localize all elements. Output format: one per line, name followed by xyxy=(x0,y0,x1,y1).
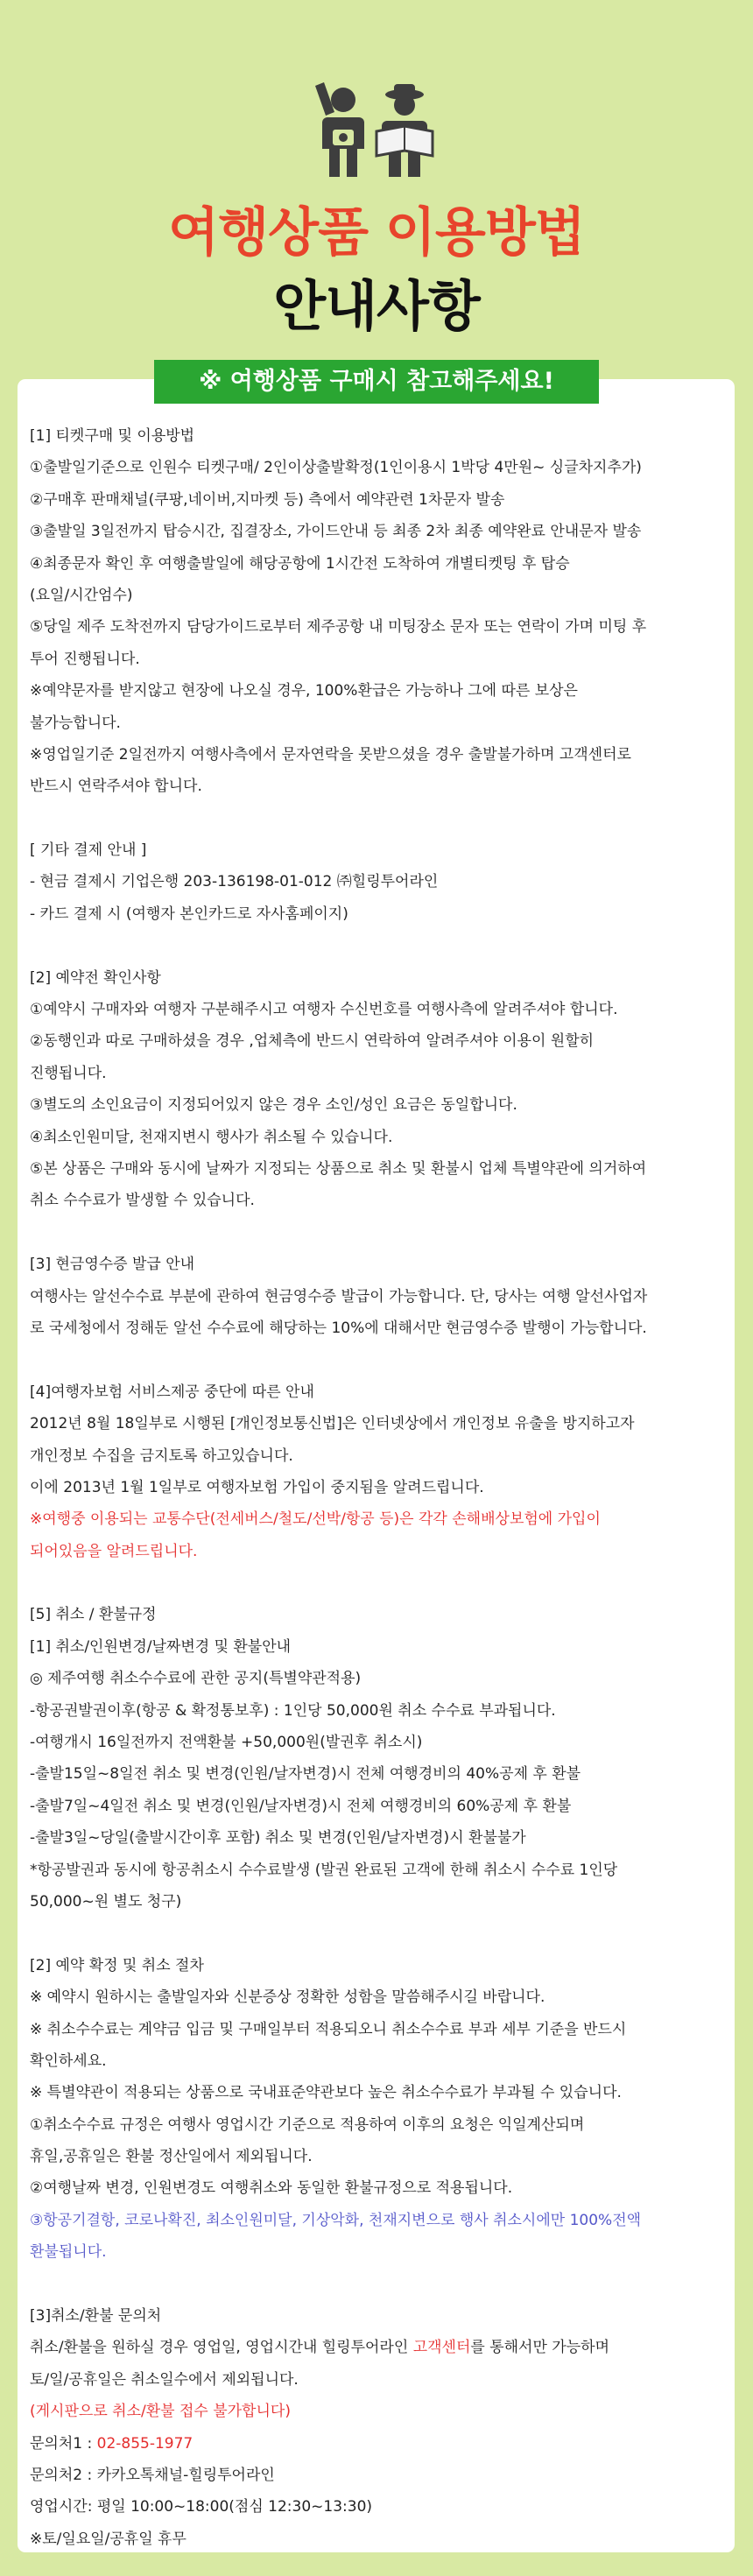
notice-text: 되어있음을 알려드립니다. xyxy=(30,1542,198,1560)
notice-text: *항공발권과 동시에 항공취소시 수수료발생 (발권 완료된 고객에 한해 취소시 수수료 1인당 xyxy=(30,1861,618,1879)
notice-line xyxy=(30,1791,730,1822)
notice-highlight: 02-855-1977 xyxy=(96,2434,194,2453)
notice-text: ④최소인원미달, 천재지변시 행사가 취소될 수 있습니다. xyxy=(30,1128,393,1146)
notice-line xyxy=(30,1281,730,1313)
notice-text: - 현금 결제시 기업은행 203-136198-01-012 ㈜힐링투어라인 xyxy=(30,873,439,891)
spacer xyxy=(30,1567,730,1599)
notice-line xyxy=(30,420,730,452)
notice-line xyxy=(30,2109,730,2141)
notice-text: -여행개시 16일전까지 전액환불 +50,000원(발권후 취소시) xyxy=(30,1734,423,1752)
notice-text: ◎ 제주여행 취소수수료에 관한 공지(특별약관적용) xyxy=(30,1670,362,1688)
notice-text: -출발3일~당일(출발시간이후 포함) 취소 및 변경(인원/날자변경)시 환불불가 xyxy=(30,1829,526,1848)
notice-line xyxy=(30,1058,730,1089)
notice-text: 여행사는 알선수수료 부분에 관하여 현금영수증 발급이 가능합니다. 단, 당사는 여행 알선사업자 xyxy=(30,1287,648,1306)
notice-line xyxy=(30,834,730,866)
notice-line xyxy=(30,2491,730,2523)
notice-line xyxy=(30,2396,730,2427)
notice-text: [5] 취소 / 환불규정 xyxy=(30,1606,157,1624)
notice-line xyxy=(30,2205,730,2236)
notice-line xyxy=(30,611,730,643)
notice-line xyxy=(30,962,730,994)
notice-text: 2012년 8월 18일부로 시행된 [개인정보통신법]은 인터넷상에서 개인정보 유출을 방지하고자 xyxy=(30,1415,635,1433)
notice-line xyxy=(30,2300,730,2332)
notice-text: 진행됩니다. xyxy=(30,1064,107,1082)
notice-line xyxy=(30,1822,730,1854)
notice-line xyxy=(30,1153,730,1185)
notice-line xyxy=(30,1313,730,1344)
notice-text: ※여행중 이용되는 교통수단(전세버스/철도/선박/항공 등)은 각각 손해배상보험에 가입이 xyxy=(30,1510,601,1529)
notice-line xyxy=(30,1503,730,1535)
spacer xyxy=(30,803,730,834)
notice-line xyxy=(30,1695,730,1727)
notice-text: 취소/환불을 원하실 경우 영업일, 영업시간내 힐링투어라인 xyxy=(30,2339,413,2357)
notice-text: 50,000~원 별도 청구) xyxy=(30,1892,182,1911)
notice-text: 개인정보 수집을 금지토록 하고있습니다. xyxy=(30,1446,293,1465)
notice-text: ②구매후 판매채널(쿠팡,네이버,지마켓 등) 측에서 예약관련 1차문자 발송 xyxy=(30,490,505,509)
notice-text: 문의처2 : 카카오톡채널-힐링투어라인 xyxy=(30,2467,275,2484)
notice-text: 휴일,공휴일은 환불 정산일에서 제외됩니다. xyxy=(30,2148,313,2166)
notice-text: ⑤당일 제주 도착전까지 담당가이드로부터 제주공항 내 미팅장소 문자 또는 연락이 가며 미팅 후 xyxy=(30,618,647,637)
notice-line xyxy=(30,898,730,930)
spacer xyxy=(30,2269,730,2300)
notice-line xyxy=(30,2364,730,2396)
notice-text: -출발15일~8일전 취소 및 변경(인원/날자변경)시 전체 여행경비의 40%공제 후 환불 xyxy=(30,1765,581,1784)
notice-line xyxy=(30,1249,730,1280)
notice-line xyxy=(30,2236,730,2268)
notice-text: ③출발일 3일전까지 탑승시간, 집결장소, 가이드안내 등 최종 2차 최종 예약완료 안내문자 발송 xyxy=(30,523,642,541)
notice-text: (게시판으로 취소/환불 접수 불가합니다) xyxy=(30,2403,291,2421)
notice-text: [2] 예약 확정 및 취소 절차 xyxy=(30,1956,204,1974)
spacer xyxy=(30,1918,730,1949)
notice-line xyxy=(30,1886,730,1918)
notice-line xyxy=(30,771,730,802)
notice-text: [1] 티켓구매 및 이용방법 xyxy=(30,427,195,445)
notice-line xyxy=(30,707,730,739)
notice-text: 확인하세요. xyxy=(30,2052,107,2070)
notice-text: ③항공기결항, 코로나확진, 최소인원미달, 기상악화, 천재지변으로 행사 취소시에만 100%전액 xyxy=(30,2211,642,2229)
notice-text: ※영업일기준 2일전까지 여행사측에서 문자연락을 못받으셨을 경우 출발불가하며 고객센터로 xyxy=(30,745,631,764)
notice-line xyxy=(30,994,730,1025)
notice-line xyxy=(30,2460,730,2491)
spacer xyxy=(30,930,730,961)
hero xyxy=(0,0,753,363)
notice-line xyxy=(30,1758,730,1790)
notice-line xyxy=(30,452,730,483)
notice-text: 불가능합니다. xyxy=(30,714,121,732)
notice-text: 취소 수수료가 발생할 수 있습니다. xyxy=(30,1192,255,1210)
notice-text: 반드시 연락주셔야 합니다. xyxy=(30,778,202,796)
notice-line xyxy=(30,2141,730,2172)
notice-text: 로 국세청에서 정해둔 알선 수수료에 해당하는 10%에 대해서만 현금영수증 발행이 가능합니다. xyxy=(30,1319,647,1337)
notice-text: ※ 취소수수료는 계약금 입금 및 구매일부터 적용되오니 취소수수료 부과 세부 기준을 반드시 xyxy=(30,2020,627,2038)
notice-banner: ※ 여행상품 구매시 참고해주세요! xyxy=(154,360,599,404)
notice-line xyxy=(30,2014,730,2045)
notice-content xyxy=(30,420,730,2555)
notice-text: 이에 2013년 1월 1일부로 여행자보험 가입이 중지됨을 알려드립니다. xyxy=(30,1478,484,1496)
tourist-guide-icon xyxy=(289,81,464,186)
notice-text: (요일/시간엄수) xyxy=(30,586,133,604)
notice-text: - 카드 결제 시 (여행자 본인카드로 자사홈페이지) xyxy=(30,904,348,923)
notice-text: [3]취소/환불 문의처 xyxy=(30,2307,162,2326)
notice-text: -항공권발권이후(항공 & 확정통보후) : 1인당 50,000원 취소 수수료 부과됩니다. xyxy=(30,1701,556,1720)
notice-text: 를 통해서만 가능하며 xyxy=(470,2339,609,2357)
notice-text: [1] 취소/인원변경/날짜변경 및 환불안내 xyxy=(30,1637,292,1656)
notice-line xyxy=(30,2523,730,2555)
notice-line xyxy=(30,1440,730,1472)
page-title-line1: 여행상품 이용방법 xyxy=(168,202,585,264)
notice-text: ⑤본 상품은 구매와 동시에 날짜가 지정되는 상품으로 취소 및 환불시 업체 특별약관에 의거하여 xyxy=(30,1159,647,1178)
notice-text: ※예약문자를 받지않고 현장에 나오실 경우, 100%환급은 가능하나 그에 따른 보상은 xyxy=(30,682,578,700)
notice-line xyxy=(30,1599,730,1630)
notice-line xyxy=(30,2045,730,2077)
notice-line xyxy=(30,644,730,675)
notice-line xyxy=(30,1981,730,2013)
notice-line xyxy=(30,1025,730,1057)
travel-icons xyxy=(0,81,753,186)
notice-text: ①출발일기준으로 인원수 티켓구매/ 2인이상출발확정(1인이용시 1박당 4만원~ 싱글차지추가) xyxy=(30,459,642,477)
notice-line xyxy=(30,1536,730,1567)
notice-line xyxy=(30,1472,730,1503)
notice-text: ②여행날짜 변경, 인원변경도 여행취소와 동일한 환불규정으로 적용됩니다. xyxy=(30,2179,513,2198)
spacer xyxy=(30,1217,730,1249)
notice-text: [3] 현금영수증 발급 안내 xyxy=(30,1256,195,1274)
notice-text: 투어 진행됩니다. xyxy=(30,650,140,668)
notice-line xyxy=(30,2428,730,2460)
notice-text: ※ 예약시 원하시는 출발일자와 신분증상 정확한 성함을 말씀해주시길 바랍니다. xyxy=(30,1988,545,2007)
notice-line xyxy=(30,1122,730,1153)
notice-text: [4]여행자보험 서비스제공 중단에 따른 안내 xyxy=(30,1383,314,1401)
notice-line xyxy=(30,1408,730,1439)
notice-line xyxy=(30,675,730,707)
notice-text: ※ 특별약관이 적용되는 상품으로 국내표준약관보다 높은 취소수수료가 부과될 수 있습니다. xyxy=(30,2084,622,2102)
notice-text: ②동행인과 따로 구매하셨을 경우 ,업체측에 반드시 연락하여 알려주셔야 이용이 원할히 xyxy=(30,1032,595,1051)
notice-text: [ 기타 결제 안내 ] xyxy=(30,841,147,860)
notice-text: 토/일/공휴일은 취소일수에서 제외됩니다. xyxy=(30,2370,299,2389)
notice-text: ①취소수수료 규정은 여행사 영업시간 기준으로 적용하여 이후의 요청은 익일계산되며 xyxy=(30,2115,585,2134)
notice-line xyxy=(30,1663,730,1694)
notice-line xyxy=(30,1185,730,1216)
notice-text: 환불됩니다. xyxy=(30,2243,107,2262)
notice-text: [2] 예약전 확인사항 xyxy=(30,968,161,987)
notice-line xyxy=(30,866,730,897)
notice-line xyxy=(30,2332,730,2363)
notice-line xyxy=(30,1376,730,1408)
notice-line xyxy=(30,1089,730,1121)
notice-text: ③별도의 소인요금이 지정되어있지 않은 경우 소인/성인 요금은 동일합니다. xyxy=(30,1096,517,1115)
notice-line xyxy=(30,2172,730,2204)
notice-line xyxy=(30,1950,730,1981)
notice-text: -출발7일~4일전 취소 및 변경(인원/날자변경)시 전체 여행경비의 60%공제 후 환불 xyxy=(30,1797,572,1815)
notice-text: 영업시간: 평일 10:00~18:00(점심 12:30~13:30) xyxy=(30,2498,373,2516)
notice-text: ①예약시 구매자와 여행자 구분해주시고 여행자 수신번호를 여행사측에 알려주셔야 합니다. xyxy=(30,1001,618,1019)
notice-line xyxy=(30,548,730,580)
notice-line xyxy=(30,484,730,516)
notice-text: ④최종문자 확인 후 여행출발일에 해당공항에 1시간전 도착하여 개별티켓팅 후 탑승 xyxy=(30,554,570,573)
notice-line xyxy=(30,1727,730,1758)
notice-text: ※토/일요일/공휴일 휴무 xyxy=(30,2530,186,2548)
notice-line xyxy=(30,516,730,547)
notice-line xyxy=(30,2077,730,2108)
notice-highlight: 고객센터 xyxy=(412,2339,471,2357)
notice-line xyxy=(30,580,730,611)
notice-line xyxy=(30,1631,730,1663)
notice-line xyxy=(30,739,730,771)
notice-text: 문의처1 : xyxy=(30,2434,97,2453)
page-title-line2: 안내사항 xyxy=(273,274,480,338)
spacer xyxy=(30,1344,730,1376)
notice-line xyxy=(30,1855,730,1886)
